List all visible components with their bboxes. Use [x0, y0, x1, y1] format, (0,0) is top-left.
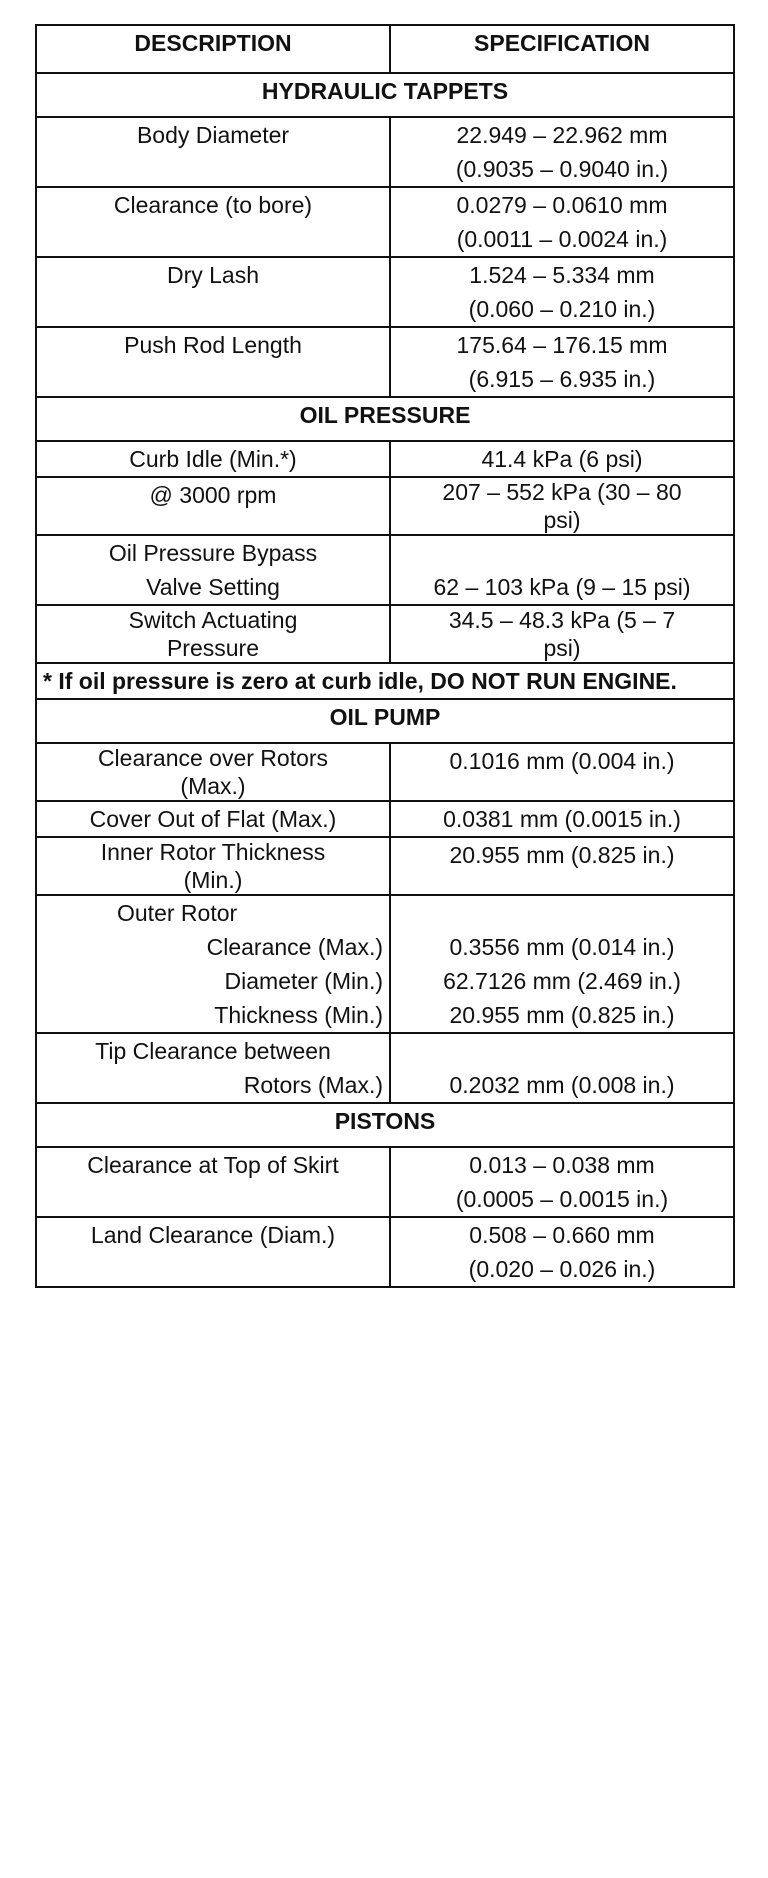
spec-line: psi) [543, 507, 581, 533]
row-specification [390, 1217, 734, 1287]
row-specification [390, 535, 734, 605]
row-description: Cover Out of Flat (Max.) [36, 801, 390, 837]
spec-line: (0.060 – 0.210 in.) [468, 296, 656, 322]
section-title-oil-pressure: OIL PRESSURE [36, 397, 734, 441]
row-specification [390, 605, 734, 663]
header-specification: SPECIFICATION [390, 25, 734, 73]
table-row [36, 837, 734, 895]
header-description: DESCRIPTION [36, 25, 390, 73]
row-specification [390, 1147, 734, 1217]
desc-line: (Min.) [183, 867, 243, 893]
desc-line: (Max.) [180, 773, 246, 799]
spec-line: (0.0011 – 0.0024 in.) [456, 226, 668, 252]
row-description: Clearance (to bore) [36, 187, 390, 257]
spec-line: (0.020 – 0.026 in.) [468, 1256, 656, 1282]
table-row [36, 801, 734, 837]
row-description: Body Diameter [36, 117, 390, 187]
spec-line: psi) [543, 635, 581, 661]
row-specification [390, 117, 734, 187]
row-specification [390, 187, 734, 257]
table-row [36, 187, 734, 257]
table-row [36, 477, 734, 535]
spec-line: 22.949 – 22.962 mm [456, 122, 668, 148]
row-description [36, 535, 390, 605]
spec-line: 0.508 – 0.660 mm [469, 1222, 655, 1248]
table-row [36, 117, 734, 187]
spec-line: 62 – 103 kPa (9 – 15 psi) [433, 574, 691, 600]
row-specification [390, 1033, 734, 1103]
desc-line: Tip Clearance between [95, 1038, 331, 1064]
row-description: Push Rod Length [36, 327, 390, 397]
spec-line: 0.0279 – 0.0610 mm [456, 192, 668, 218]
row-description: @ 3000 rpm [36, 477, 390, 535]
desc-line: Outer Rotor [117, 900, 238, 926]
row-description: Clearance at Top of Skirt [36, 1147, 390, 1217]
table-row [36, 327, 734, 397]
row-description: Land Clearance (Diam.) [36, 1217, 390, 1287]
row-specification: 0.0381 mm (0.0015 in.) [390, 801, 734, 837]
note-row [36, 663, 734, 699]
desc-line: Inner Rotor Thickness [100, 839, 326, 865]
spec-line: 175.64 – 176.15 mm [456, 332, 668, 358]
spec-line: 0.2032 mm (0.008 in.) [449, 1072, 675, 1098]
desc-line: Pressure [166, 635, 260, 661]
desc-line: Thickness (Min.) [214, 1002, 383, 1028]
row-specification [390, 257, 734, 327]
desc-line: Rotors (Max.) [243, 1072, 383, 1098]
spec-line: (0.0005 – 0.0015 in.) [455, 1186, 669, 1212]
desc-line: Clearance over Rotors [97, 745, 329, 771]
section-row [36, 699, 734, 743]
row-description [36, 1033, 390, 1103]
section-title-hydraulic-tappets: HYDRAULIC TAPPETS [36, 73, 734, 117]
spec-line: 0.013 – 0.038 mm [469, 1152, 655, 1178]
spec-line: 1.524 – 5.334 mm [469, 262, 655, 288]
header-row [36, 25, 734, 73]
spec-line: (6.915 – 6.935 in.) [468, 366, 656, 392]
table-row [36, 1217, 734, 1287]
spec-line: 0.3556 mm (0.014 in.) [449, 934, 675, 960]
spec-line: 20.955 mm (0.825 in.) [449, 1002, 675, 1028]
table-row [36, 605, 734, 663]
section-title-oil-pump: OIL PUMP [36, 699, 734, 743]
section-title-pistons: PISTONS [36, 1103, 734, 1147]
row-description [36, 837, 390, 895]
spec-line: 34.5 – 48.3 kPa (5 – 7 [448, 607, 676, 633]
spec-line: (0.9035 – 0.9040 in.) [455, 156, 669, 182]
row-specification: 0.1016 mm (0.004 in.) [390, 743, 734, 801]
table-row [36, 1147, 734, 1217]
table-row [36, 743, 734, 801]
row-description [36, 605, 390, 663]
row-specification: 41.4 kPa (6 psi) [390, 441, 734, 477]
row-description: Dry Lash [36, 257, 390, 327]
spec-table [35, 24, 735, 1288]
table-row [36, 895, 734, 1033]
row-description [36, 743, 390, 801]
row-description: Curb Idle (Min.*) [36, 441, 390, 477]
section-row [36, 1103, 734, 1147]
table-row [36, 257, 734, 327]
oil-pressure-note: * If oil pressure is zero at curb idle, DO NOT RUN ENGINE. [36, 663, 734, 699]
row-specification [390, 895, 734, 1033]
desc-line: Switch Actuating [128, 607, 298, 633]
row-specification [390, 477, 734, 535]
desc-line: Clearance (Max.) [206, 934, 383, 960]
table-row [36, 1033, 734, 1103]
desc-line: Oil Pressure Bypass [108, 540, 318, 566]
section-row [36, 397, 734, 441]
table-row [36, 441, 734, 477]
spec-line: 62.7126 mm (2.469 in.) [443, 968, 681, 994]
section-row [36, 73, 734, 117]
desc-line: Diameter (Min.) [224, 968, 383, 994]
row-specification [390, 327, 734, 397]
desc-line: Valve Setting [146, 574, 280, 600]
row-description [36, 895, 390, 1033]
row-specification: 20.955 mm (0.825 in.) [390, 837, 734, 895]
spec-line: 207 – 552 kPa (30 – 80 [442, 479, 682, 505]
table-row [36, 535, 734, 605]
